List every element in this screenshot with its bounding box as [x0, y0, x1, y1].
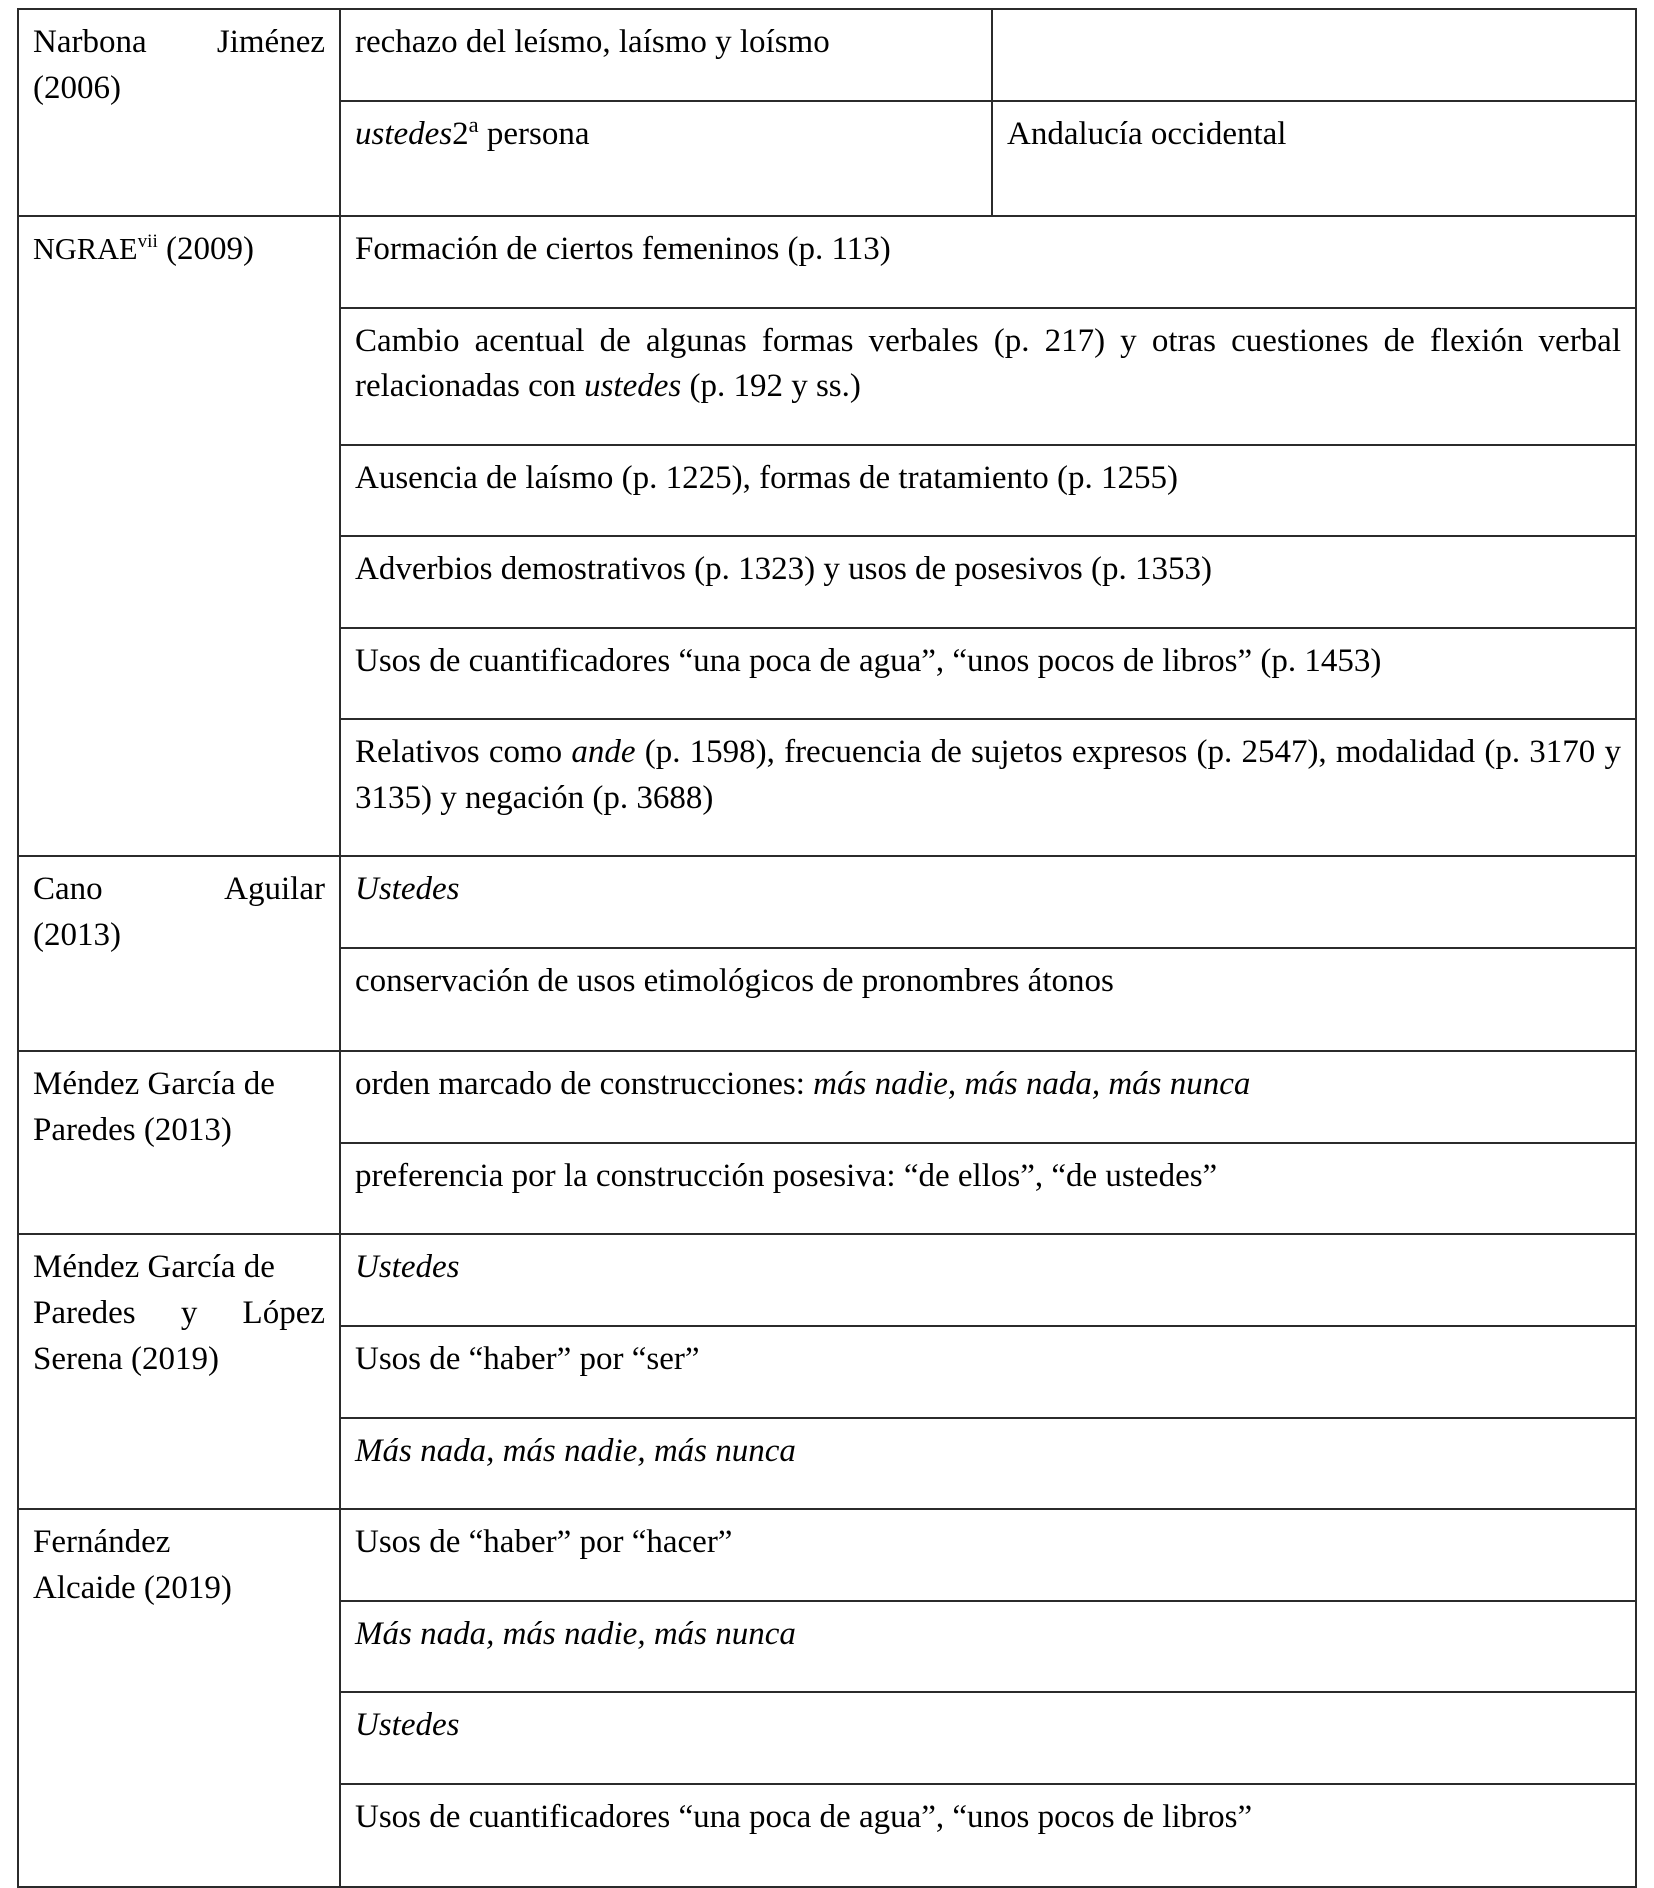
feature-italic: más nadie, más nada, más nunca	[813, 1066, 1251, 1103]
feature-text: persona	[478, 115, 590, 152]
feature-text: Adverbios demostrativos (p. 1323) y usos de posesivos (p. 1353)	[355, 551, 1213, 588]
author-cell-ngrae	[18, 216, 340, 856]
feature-italic: Ustedes	[355, 1707, 460, 1744]
sources-features-table	[17, 8, 1637, 1888]
author-line-2: Alcaide (2019)	[33, 1569, 232, 1606]
feature-text-after: (p. 1598), frecuencia de sujetos expresos (p. 2547), modalidad (p. 3170 y 3135) y negación (p. 3688)	[355, 734, 1621, 816]
author-acronym: NGRAE	[33, 232, 138, 267]
feature-italic: ustedes	[584, 368, 682, 405]
feature-cell	[340, 536, 1636, 628]
feature-cell	[340, 216, 1636, 308]
region-text: Andalucía occidental	[1007, 115, 1287, 152]
feature-italic: ustedes	[355, 115, 453, 152]
author-line-1: Méndez García de	[33, 1066, 275, 1103]
feature-cell	[340, 9, 992, 101]
feature-text: rechazo del leísmo, laísmo y loísmo	[355, 24, 830, 60]
author-cell-narbona	[18, 9, 340, 216]
feature-ordinal-number: 2	[452, 115, 469, 152]
table-row	[18, 1051, 1636, 1143]
author-line-2: (2013)	[33, 916, 121, 953]
table-row	[18, 1234, 1636, 1326]
feature-cell	[340, 1234, 1636, 1326]
feature-italic: ande	[571, 734, 636, 771]
author-line-1: Narbona Jiménez	[33, 24, 325, 60]
feature-text: Usos de cuantificadores “una poca de agua”, “unos pocos de libros”	[355, 1798, 1253, 1835]
feature-cell	[340, 1051, 1636, 1143]
endnote-marker: vii	[137, 231, 158, 253]
table-row	[18, 216, 1636, 308]
feature-ordinal-superscript: a	[468, 111, 479, 137]
author-year: (2009)	[157, 231, 255, 268]
feature-cell	[340, 856, 1636, 948]
feature-cell	[340, 1509, 1636, 1601]
author-cell-fernandez	[18, 1509, 340, 1887]
feature-text: orden marcado de construcciones:	[355, 1066, 814, 1103]
feature-cell	[340, 948, 1636, 1052]
feature-cell	[340, 1418, 1636, 1510]
author-line-2: Paredes y López	[33, 1294, 325, 1331]
table-row	[18, 1509, 1636, 1601]
feature-text: Formación de ciertos femeninos (p. 113)	[355, 231, 891, 268]
feature-cell	[340, 1326, 1636, 1418]
feature-text: Ausencia de laísmo (p. 1225), formas de tratamiento (p. 1255)	[355, 459, 1178, 496]
feature-text-after: (p. 192 y ss.)	[681, 368, 861, 405]
feature-text: Cambio acentual de algunas formas verbales (p. 217) y otras cuestiones de flexión verbal relacionadas con	[355, 322, 1621, 405]
table-row	[18, 9, 1636, 101]
feature-cell	[340, 628, 1636, 720]
author-line-2: (2006)	[33, 69, 121, 106]
feature-text: preferencia por la construcción posesiva: “de ellos”, “de ustedes”	[355, 1157, 1218, 1194]
feature-cell	[340, 1784, 1636, 1888]
feature-cell	[340, 101, 992, 217]
author-line-1: Fernández	[33, 1524, 171, 1561]
author-cell-mendez-lopez-2019	[18, 1234, 340, 1509]
feature-cell	[340, 445, 1636, 537]
author-line-3: Serena (2019)	[33, 1340, 220, 1377]
feature-text: conservación de usos etimológicos de pronombres átonos	[355, 962, 1114, 999]
feature-cell	[340, 1692, 1636, 1784]
region-cell-empty	[992, 9, 1636, 101]
feature-cell	[340, 1143, 1636, 1235]
feature-italic: Más nada, más nadie, más nunca	[355, 1615, 796, 1652]
feature-italic: Ustedes	[355, 871, 460, 908]
feature-text: Relativos como	[355, 734, 572, 771]
feature-cell	[340, 719, 1636, 856]
author-line-2: Paredes (2013)	[33, 1111, 232, 1148]
feature-cell	[340, 1601, 1636, 1693]
feature-text: Usos de “haber” por “hacer”	[355, 1524, 733, 1561]
feature-text: Usos de “haber” por “ser”	[355, 1340, 700, 1377]
feature-text: Usos de cuantificadores “una poca de agua”, “unos pocos de libros” (p. 1453)	[355, 642, 1382, 679]
table-row	[18, 856, 1636, 948]
author-line-1: Cano Aguilar	[33, 871, 325, 908]
author-cell-cano	[18, 856, 340, 1051]
feature-cell	[340, 308, 1636, 445]
author-cell-mendez-2013	[18, 1051, 340, 1234]
feature-italic: Ustedes	[355, 1249, 460, 1286]
region-cell	[992, 101, 1636, 217]
author-line-1: Méndez García de	[33, 1249, 275, 1286]
feature-italic: Más nada, más nadie, más nunca	[355, 1432, 796, 1469]
